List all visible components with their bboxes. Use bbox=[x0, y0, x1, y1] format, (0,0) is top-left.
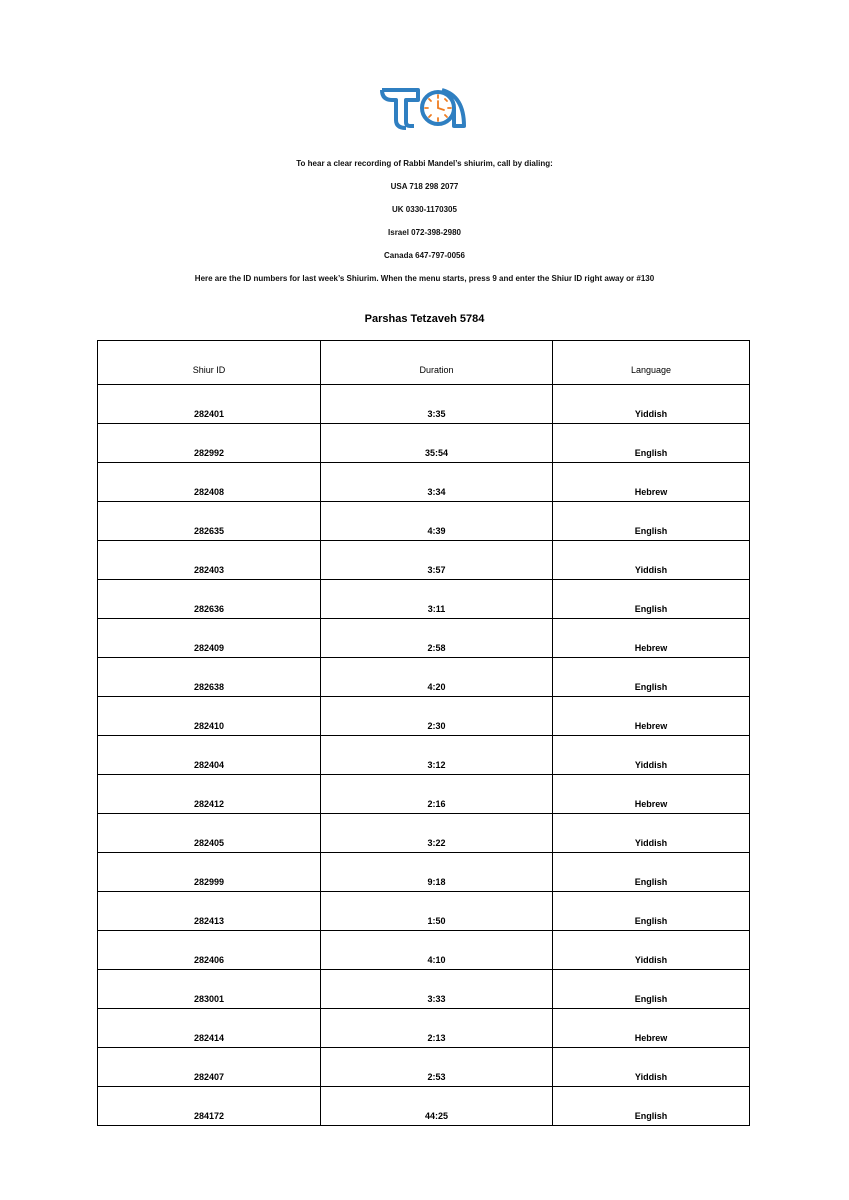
table-row bbox=[98, 541, 750, 580]
cell-duration: 2:53 bbox=[321, 1048, 553, 1087]
cell-shiur-id: 282401 bbox=[98, 385, 321, 424]
table-row bbox=[98, 814, 750, 853]
cell-duration: 1:50 bbox=[321, 892, 553, 931]
table-row bbox=[98, 502, 750, 541]
cell-shiur-id: 282406 bbox=[98, 931, 321, 970]
cell-duration: 9:18 bbox=[321, 853, 553, 892]
table-row bbox=[98, 736, 750, 775]
cell-language: Hebrew bbox=[553, 775, 750, 814]
table-row bbox=[98, 970, 750, 1009]
cell-duration: 2:16 bbox=[321, 775, 553, 814]
cell-duration: 4:10 bbox=[321, 931, 553, 970]
table-header-row bbox=[98, 341, 750, 385]
cell-language: English bbox=[553, 892, 750, 931]
header-language: Language bbox=[553, 341, 750, 385]
cell-shiur-id: 282638 bbox=[98, 658, 321, 697]
phone-canada: Canada 647-797-0056 bbox=[384, 251, 465, 260]
table-row bbox=[98, 892, 750, 931]
cell-duration: 3:57 bbox=[321, 541, 553, 580]
cell-duration: 3:11 bbox=[321, 580, 553, 619]
cell-language: Hebrew bbox=[553, 1009, 750, 1048]
header-shiur-id: Shiur ID bbox=[98, 341, 321, 385]
table-title: Parshas Tetzaveh 5784 bbox=[364, 313, 485, 325]
table-row bbox=[98, 658, 750, 697]
cell-duration: 3:22 bbox=[321, 814, 553, 853]
phone-israel: Israel 072-398-2980 bbox=[388, 228, 461, 237]
cell-language: English bbox=[553, 424, 750, 463]
table-row bbox=[98, 697, 750, 736]
table-row bbox=[98, 775, 750, 814]
cell-shiur-id: 282412 bbox=[98, 775, 321, 814]
cell-language: Yiddish bbox=[553, 1048, 750, 1087]
cell-language: Yiddish bbox=[553, 931, 750, 970]
cell-language: Hebrew bbox=[553, 619, 750, 658]
table-row bbox=[98, 1087, 750, 1126]
phone-uk: UK 0330-1170305 bbox=[392, 205, 457, 214]
logo bbox=[380, 86, 470, 130]
cell-language: Yiddish bbox=[553, 385, 750, 424]
cell-duration: 3:35 bbox=[321, 385, 553, 424]
cell-shiur-id: 282407 bbox=[98, 1048, 321, 1087]
cell-language: English bbox=[553, 1087, 750, 1126]
cell-shiur-id: 282413 bbox=[98, 892, 321, 931]
cell-shiur-id: 282414 bbox=[98, 1009, 321, 1048]
cell-language: Yiddish bbox=[553, 736, 750, 775]
cell-shiur-id: 282992 bbox=[98, 424, 321, 463]
phone-usa: USA 718 298 2077 bbox=[390, 182, 459, 191]
cell-language: Hebrew bbox=[553, 463, 750, 502]
cell-language: Yiddish bbox=[553, 814, 750, 853]
table-row bbox=[98, 853, 750, 892]
cell-shiur-id: 282408 bbox=[98, 463, 321, 502]
intro-line: To hear a clear recording of Rabbi Mandel’s shiurim, call by dialing: bbox=[296, 159, 553, 168]
cell-duration: 2:58 bbox=[321, 619, 553, 658]
cell-language: English bbox=[553, 580, 750, 619]
header-duration: Duration bbox=[321, 341, 553, 385]
cell-shiur-id: 282410 bbox=[98, 697, 321, 736]
cell-shiur-id: 282999 bbox=[98, 853, 321, 892]
cell-duration: 3:34 bbox=[321, 463, 553, 502]
cell-duration: 3:12 bbox=[321, 736, 553, 775]
cell-duration: 4:39 bbox=[321, 502, 553, 541]
cell-language: Hebrew bbox=[553, 697, 750, 736]
cell-duration: 2:13 bbox=[321, 1009, 553, 1048]
cell-shiur-id: 282636 bbox=[98, 580, 321, 619]
cell-language: Yiddish bbox=[553, 541, 750, 580]
table-row bbox=[98, 1048, 750, 1087]
cell-language: English bbox=[553, 502, 750, 541]
cell-duration: 35:54 bbox=[321, 424, 553, 463]
cell-language: English bbox=[553, 970, 750, 1009]
cell-shiur-id: 282404 bbox=[98, 736, 321, 775]
table-row bbox=[98, 385, 750, 424]
table-row bbox=[98, 1009, 750, 1048]
table-row bbox=[98, 619, 750, 658]
table-row bbox=[98, 580, 750, 619]
instructions: Here are the ID numbers for last week’s Shiurim. When the menu starts, press 9 and enter the Shiur ID right away or #130 bbox=[194, 274, 655, 283]
cell-language: English bbox=[553, 658, 750, 697]
cell-language: English bbox=[553, 853, 750, 892]
table-row bbox=[98, 931, 750, 970]
cell-duration: 3:33 bbox=[321, 970, 553, 1009]
cell-shiur-id: 282405 bbox=[98, 814, 321, 853]
cell-duration: 44:25 bbox=[321, 1087, 553, 1126]
cell-duration: 4:20 bbox=[321, 658, 553, 697]
cell-shiur-id: 282403 bbox=[98, 541, 321, 580]
cell-shiur-id: 283001 bbox=[98, 970, 321, 1009]
table-row bbox=[98, 463, 750, 502]
cell-shiur-id: 282409 bbox=[98, 619, 321, 658]
table-row bbox=[98, 424, 750, 463]
cell-duration: 2:30 bbox=[321, 697, 553, 736]
cell-shiur-id: 282635 bbox=[98, 502, 321, 541]
cell-shiur-id: 284172 bbox=[98, 1087, 321, 1126]
shiurim-table bbox=[97, 340, 750, 1126]
